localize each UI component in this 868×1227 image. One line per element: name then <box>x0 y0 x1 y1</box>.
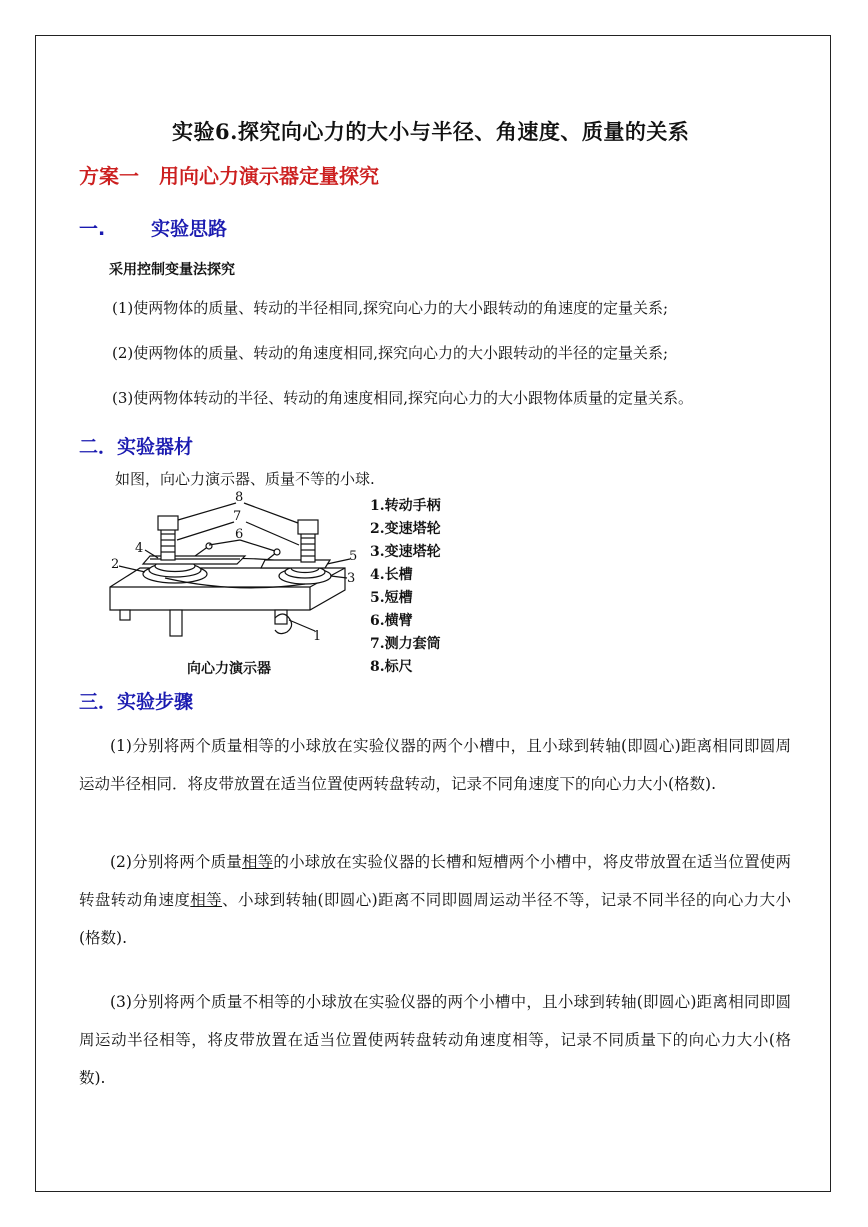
idea-item-2: (2)使两物体的质量、转动的角速度相同,探究向心力的大小跟转动的半径的定量关系; <box>112 344 669 362</box>
equipment-intro: 如图，向心力演示器、质量不等的小球. <box>115 470 375 488</box>
step-2-underlined-equal-speed: 相等 <box>190 891 223 909</box>
part-item: 4.长槽 <box>370 567 413 583</box>
figure-label-4: 4 <box>135 541 144 556</box>
step-1-paragraph: (1)分别将两个质量相等的小球放在实验仪器的两个小槽中，且小球到转轴(即圆心)距离相同即圆周运动半径相同．将皮带放置在适当位置使两转盘转动，记录不同角速度下的向心力大小(格数). <box>79 737 791 793</box>
figure-label-6: 6 <box>235 527 244 542</box>
figure-label-1: 1 <box>313 629 322 644</box>
centripetal-force-apparatus-figure <box>105 490 365 650</box>
idea-item-3: (3)使两物体转动的半径、转动的角速度相同,探究向心力的大小跟物体质量的定量关系。 <box>112 389 694 407</box>
apparatus-parts-list <box>370 495 441 679</box>
method-subheading: 采用控制变量法探究 <box>109 262 235 278</box>
section-3-heading: 三．实验步骤 <box>79 691 194 713</box>
part-item: 6.横臂 <box>370 613 413 629</box>
section-1-heading <box>79 214 227 241</box>
part-item: 3.变速塔轮 <box>370 544 441 560</box>
figure-label-7: 7 <box>233 509 242 524</box>
figure-label-3: 3 <box>347 571 356 586</box>
figure-caption: 向心力演示器 <box>187 661 271 677</box>
part-item: 2.变速塔轮 <box>370 521 441 537</box>
part-item: 8.标尺 <box>370 659 413 675</box>
document-title: 实验6.探究向心力的大小与半径、角速度、质量的关系 <box>172 119 690 144</box>
section-1-title: 实验思路 <box>151 218 228 240</box>
part-item: 1.转动手柄 <box>370 498 441 514</box>
step-2-text-b: 的小球放在实验仪器的长槽和短槽两个小槽中，将皮带放置在适当位置使两转盘转动角速度 <box>79 853 791 909</box>
step-2-text-a: (2)分别将两个质量 <box>110 853 242 871</box>
figure-label-5: 5 <box>349 549 358 564</box>
step-3-paragraph: (3)分别将两个质量不相等的小球放在实验仪器的两个小槽中，且小球到转轴(即圆心)距离相同即圆周运动半径相等，将皮带放置在适当位置使两转盘转动角速度相等，记录不同质量下的向心力大小(格数). <box>79 993 791 1087</box>
scheme-heading: 方案一 用向心力演示器定量探究 <box>79 164 379 188</box>
idea-item-1: (1)使两物体的质量、转动的半径相同,探究向心力的大小跟转动的角速度的定量关系; <box>112 299 669 317</box>
figure-label-2: 2 <box>111 557 120 572</box>
step-2-text-c: 、小球到转轴(即圆心)距离不同即圆周运动半径不等，记录不同半径的向心力大小(格数). <box>79 891 791 947</box>
figure-label-8: 8 <box>235 490 244 505</box>
step-2-paragraph <box>79 843 791 957</box>
step-2-underlined-equal-mass: 相等 <box>241 853 274 871</box>
section-2-heading: 二．实验器材 <box>79 436 194 458</box>
part-item: 7.测力套筒 <box>370 636 441 652</box>
part-item: 5.短槽 <box>370 590 413 606</box>
section-1-number: 一. <box>79 218 106 240</box>
